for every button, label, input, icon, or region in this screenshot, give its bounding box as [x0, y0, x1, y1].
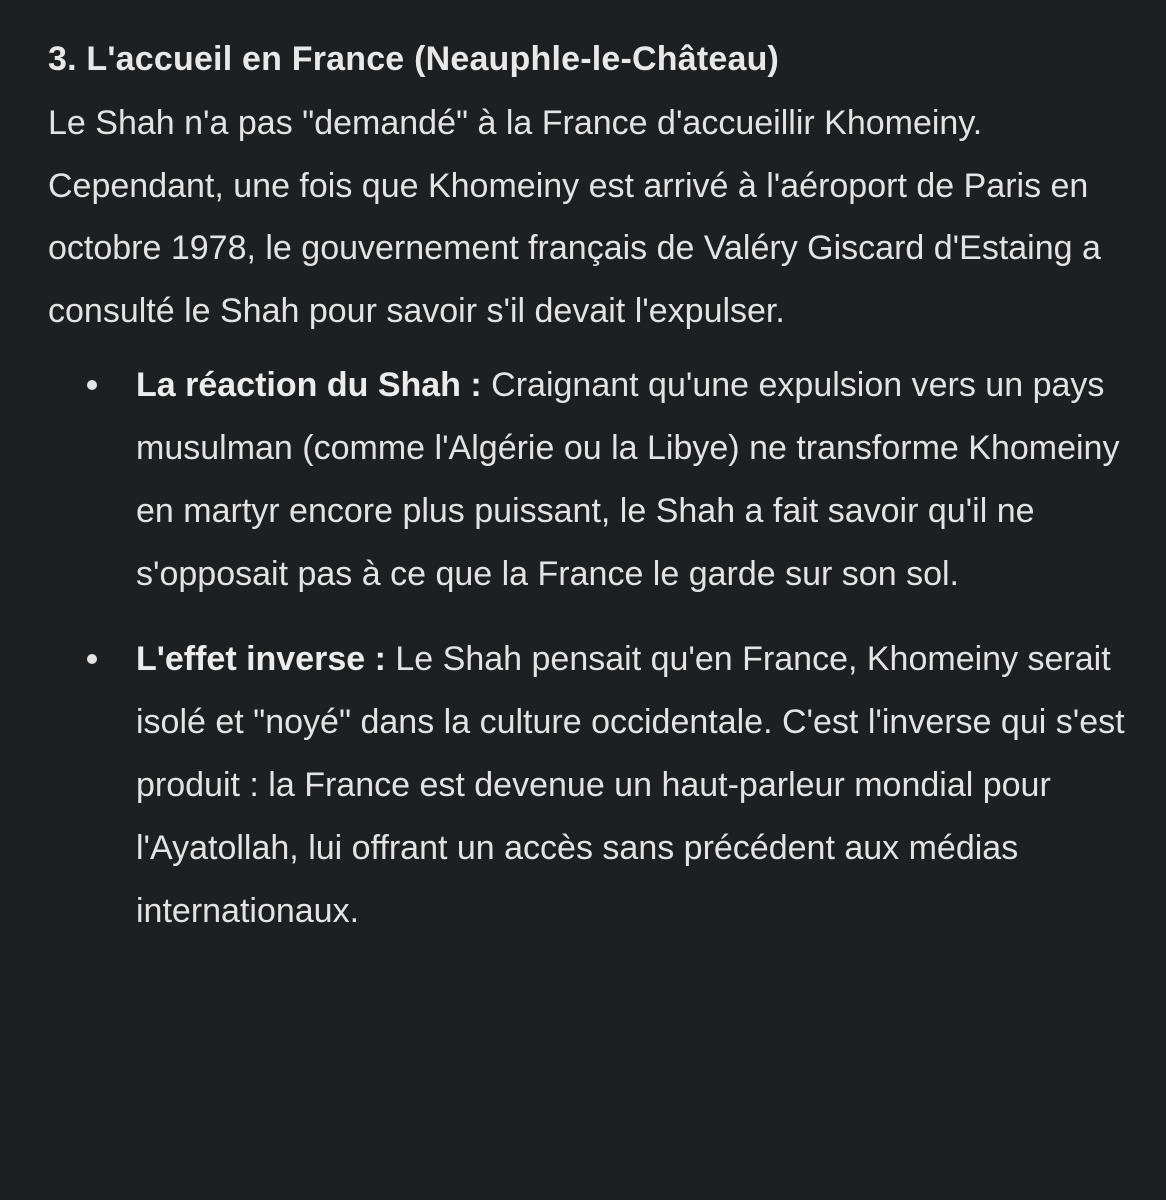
- bullet-label: L'effet inverse :: [136, 640, 386, 678]
- bullet-text: Le Shah pensait qu'en France, Khomeiny serait isolé et "noyé" dans la culture occidentale. C'est l'inverse qui s'est produit : la France est devenue un haut-parleur mondial pour l'Ayatollah, lui offrant un accès sans précédent aux médias internationaux.: [136, 640, 1125, 930]
- list-item: [48, 628, 1128, 943]
- response-content: [48, 26, 1148, 965]
- section-heading: 3. L'accueil en France (Neauphle-le-Château): [48, 40, 780, 78]
- bullet-dot-icon: [87, 654, 97, 664]
- intro-paragraph: Le Shah n'a pas "demandé" à la France d'accueillir Khomeiny. Cependant, une fois que Khomeiny est arrivé à l'aéroport de Paris en octobre 1978, le gouvernement français de Valéry Giscard d'Estaing a consulté le Shah pour savoir s'il devait l'expulser.: [48, 104, 1101, 330]
- bullet-label: La réaction du Shah :: [136, 366, 482, 404]
- bullet-list: [48, 354, 1148, 943]
- bullet-text: Craignant qu'une expulsion vers un pays musulman (comme l'Algérie ou la Libye) ne transforme Khomeiny en martyr encore plus puissant, le Shah a fait savoir qu'il ne s'opposait pas à ce que la France le garde sur son sol.: [136, 366, 1120, 593]
- list-item: [48, 354, 1128, 606]
- bullet-dot-icon: [87, 380, 97, 390]
